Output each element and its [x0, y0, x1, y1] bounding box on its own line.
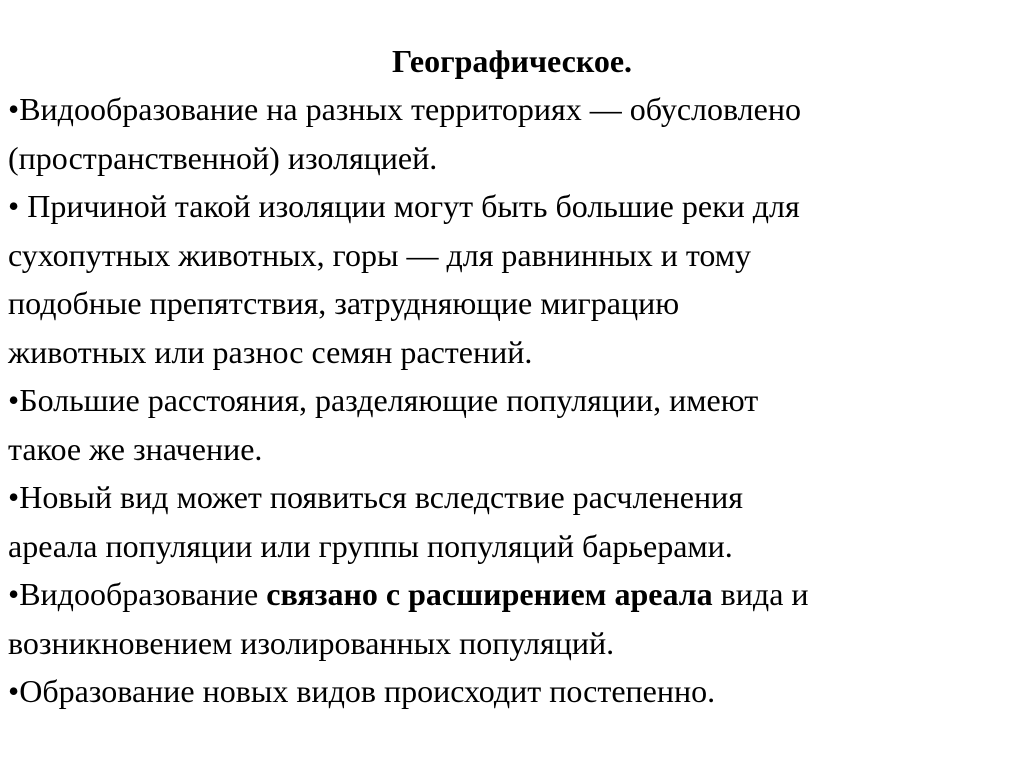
- bullet-paragraph-barriers: [8, 182, 1020, 376]
- text-line: •Большие расстояния, разделяющие популяции, имеют: [8, 382, 759, 418]
- slide-title: Географическое.: [391, 43, 633, 79]
- bold-emphasis: связано с расширением ареала: [266, 576, 713, 612]
- bullet-paragraph-range-expansion: [8, 570, 1020, 667]
- text-line: • Причиной такой изоляции могут быть большие реки для: [8, 188, 800, 224]
- text-line: ареала популяции или группы популяций барьерами.: [8, 527, 733, 564]
- text-line: животных или разнос семян растений.: [8, 333, 533, 370]
- text-line: сухопутных животных, горы — для равнинных и тому: [8, 236, 752, 273]
- text-run: •Видообразование: [8, 576, 267, 612]
- bullet-paragraph-gradual: [8, 667, 1020, 716]
- text-line: подобные препятствия, затрудняющие миграцию: [8, 285, 680, 321]
- slide-body: [8, 85, 1020, 716]
- text-line: •Новый вид может появиться вследствие расчленения: [8, 479, 743, 515]
- bullet-paragraph-new-species: [8, 473, 1020, 570]
- bullet-paragraph-distances: [8, 376, 1020, 473]
- text-line: (пространственной) изоляцией.: [8, 139, 438, 176]
- text-line: [8, 570, 1020, 619]
- text-line: •Образование новых видов происходит постепенно.: [8, 673, 716, 709]
- text-line: такое же значение.: [8, 430, 263, 467]
- text-line: возникновением изолированных популяций.: [8, 624, 615, 661]
- text-line: •Видообразование на разных территориях — обусловлено: [8, 91, 801, 127]
- bullet-paragraph-isolation: [8, 85, 1020, 182]
- text-run: вида и: [712, 576, 809, 612]
